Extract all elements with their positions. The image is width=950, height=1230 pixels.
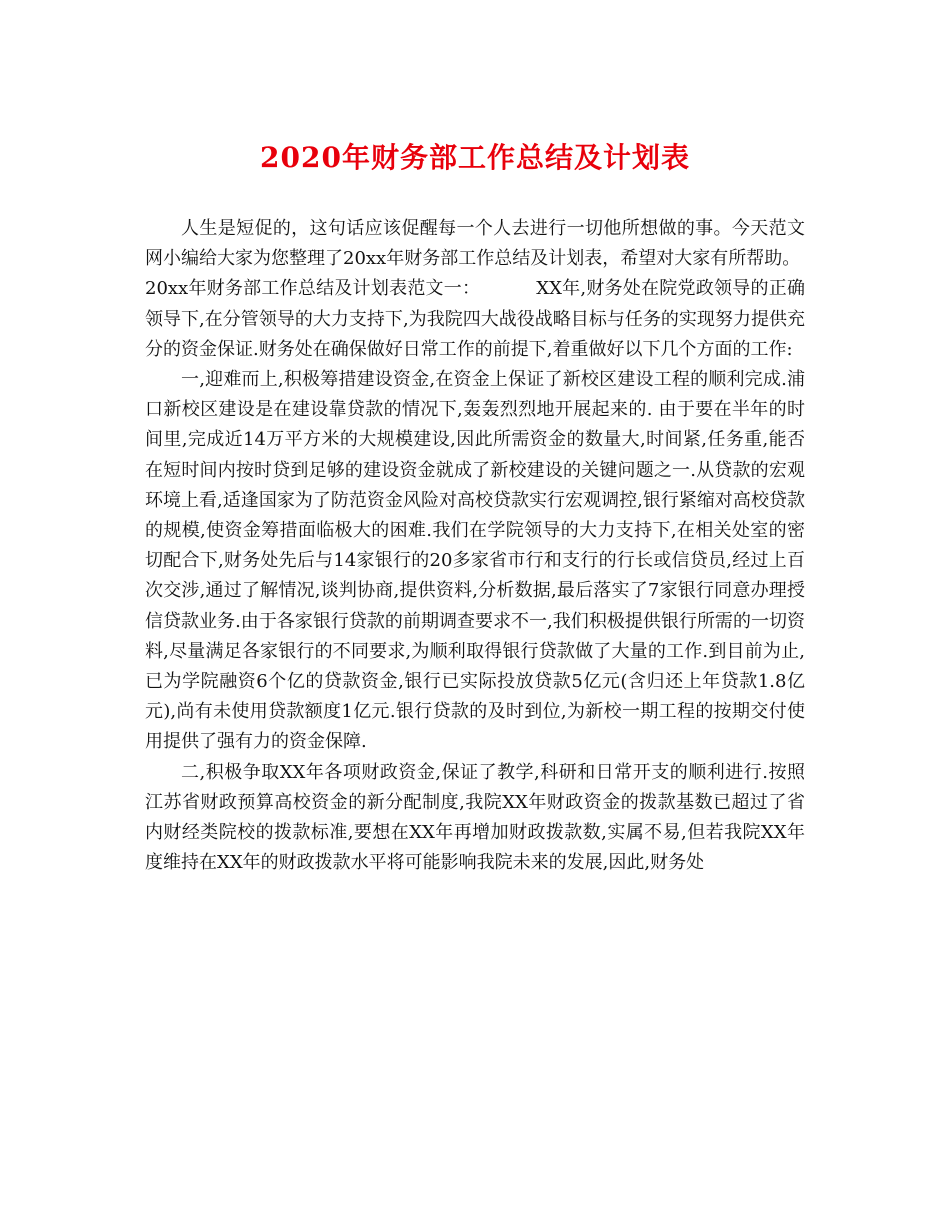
sample-paragraph	[145, 274, 805, 365]
section-two-paragraph: 二,积极争取XX年各项财政资金,保证了教学,科研和日常开支的顺利进行.按照江苏省财政预算高校资金的新分配制度,我院XX年财政资金的拨款基数已超过了省内财经类院校的拨款标准,要想在XX年再增加财政拨款数,实属不易,但若我院XX年度维持在XX年的财政拨款水平将可能影响我院未来的发展,因此,财务处	[145, 761, 805, 874]
intro-paragraph: 人生是短促的，这句话应该促醒每一个人去进行一切他所想做的事。今天范文网小编给大家为您整理了20xx年财务部工作总结及计划表，希望对大家有所帮助。	[145, 218, 805, 270]
sample-heading: 20xx年财务部工作总结及计划表范文一：	[145, 278, 481, 300]
sample-opening: XX年,财务处在院党政领导的正确领导下,在分管领导的大力支持下,为我院四大战役战略目标与任务的实现努力提供充分的资金保证.财务处在确保做好日常工作的前提下,着重做好以下几个方面的工作:	[145, 278, 805, 360]
document-title: 2020年财务部工作总结及计划表	[260, 141, 690, 174]
section-one-paragraph: 一,迎难而上,积极筹措建设资金,在资金上保证了新校区建设工程的顺利完成.浦口新校区建设是在建设靠贷款的情况下,轰轰烈烈地开展起来的. 由于要在半年的时间里,完成近14万平方米的大规模建设,因此所需资金的数量大,时间紧,任务重,能否在短时间内按时贷到足够的建设资金就成了新校建设的关键问题之一.从贷款的宏观环境上看,适逢国家为了防范资金风险对高校贷款实行宏观调控,银行紧缩对高校贷款的规模,使资金筹措面临极大的困难.我们在学院领导的大力支持下,在相关处室的密切配合下,财务处先后与14家银行的20多家省市行和支行的行长或信贷员,经过上百次交涉,通过了解情况,谈判协商,提供资料,分析数据,最后落实了7家银行同意办理授信贷款业务.由于各家银行贷款的前期调查要求不一,我们积极提供银行所需的一切资料,尽量满足各家银行的不同要求,为顺利取得银行贷款做了大量的工作.到目前为止,已为学院融资6个亿的贷款资金,银行已实际投放贷款5亿元(含归还上年贷款1.8亿元),尚有未使用贷款额度1亿元.银行贷款的及时到位,为新校一期工程的按期交付使用提供了强有力的资金保障.	[145, 369, 805, 753]
document-body	[145, 214, 805, 878]
